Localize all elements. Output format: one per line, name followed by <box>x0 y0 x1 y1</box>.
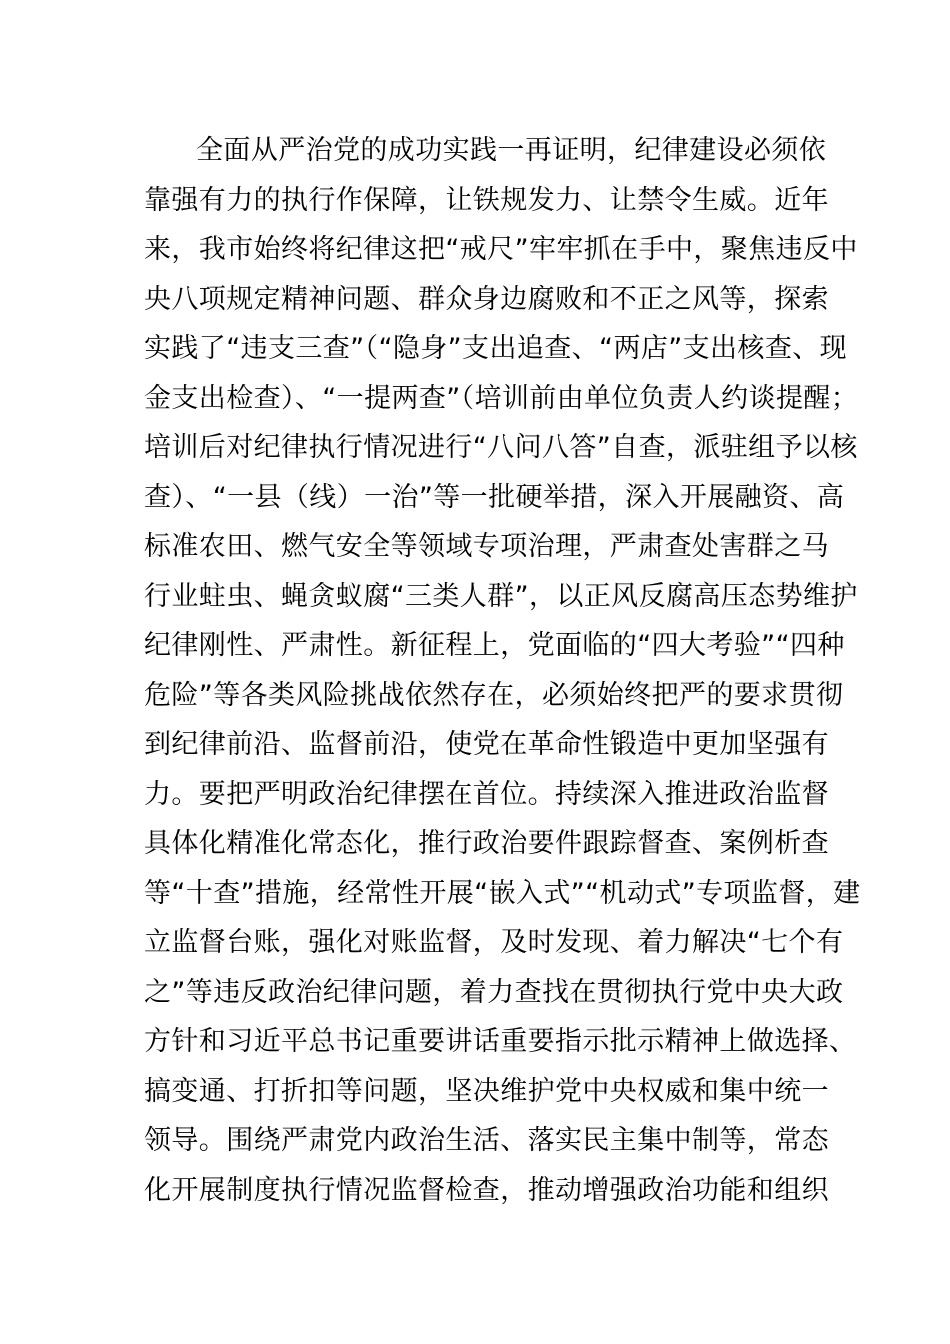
text-line: 全面从严治党的成功实践一再证明，纪律建设必须依 <box>196 135 827 166</box>
text-line: 实践了“违支三查”（“隐身”支出追查、“两店”支出核查、现 <box>144 333 848 364</box>
text-line: 危险”等各类风险挑战依然存在，必须始终把严的要求贯彻 <box>144 679 844 711</box>
text-line: 查）、“一县（线）一治”等一批硬举措，深入开展融资、高 <box>144 481 845 513</box>
text-line: 等“十查”措施，经常性开展“嵌入式”“机动式”专项监督，建 <box>144 877 861 909</box>
text-line: 央八项规定精神问题、群众身边腐败和不正之风等，探索 <box>144 283 829 315</box>
text-line: 来，我市始终将纪律这把“戒尺”牢牢抓在手中，聚焦违反中 <box>144 234 858 265</box>
text-line: 具体化精准化常态化，推行政治要件跟踪督查、案例析查 <box>144 828 829 859</box>
text-line: 之”等违反政治纪律问题，着力查找在贯彻执行党中央大政 <box>144 976 844 1008</box>
text-line: 领导。围绕严肃党内政治生活、落实民主集中制等，常态 <box>144 1125 829 1156</box>
text-line: 立监督台账，强化对账监督，及时发现、着力解决“七个有 <box>144 927 844 958</box>
text-line: 方针和习近平总书记重要讲话重要指示批示精神上做选择、 <box>144 1026 857 1057</box>
text-line: 行业蛀虫、蝇贪蚁腐“三类人群”，以正风反腐高压态势维护 <box>144 580 858 612</box>
text-line: 到纪律前沿、监督前沿，使党在革命性锻造中更加坚强有 <box>144 729 829 760</box>
text-line: 培训后对纪律执行情况进行“八问八答”自查，派驻组予以核 <box>144 432 858 463</box>
text-line: 靠强有力的执行作保障，让铁规发力、让禁令生威。近年 <box>144 184 829 216</box>
text-line: 搞变通、打折扣等问题，坚决维护党中央权威和集中统一 <box>144 1075 829 1107</box>
body-paragraph <box>144 126 861 1215</box>
text-line: 化开展制度执行情况监督检查，推动增强政治功能和组织 <box>144 1174 829 1206</box>
text-line: 标准农田、燃气安全等领域专项治理，严肃查处害群之马 <box>144 531 829 562</box>
text-line: 力。要把严明政治纪律摆在首位。持续深入推进政治监督 <box>144 778 829 810</box>
text-line: 纪律刚性、严肃性。新征程上，党面临的“四大考验”“四种 <box>144 630 845 661</box>
text-line: 金支出检查）、“一提两查”（培训前由单位负责人约谈提醒； <box>144 382 859 414</box>
